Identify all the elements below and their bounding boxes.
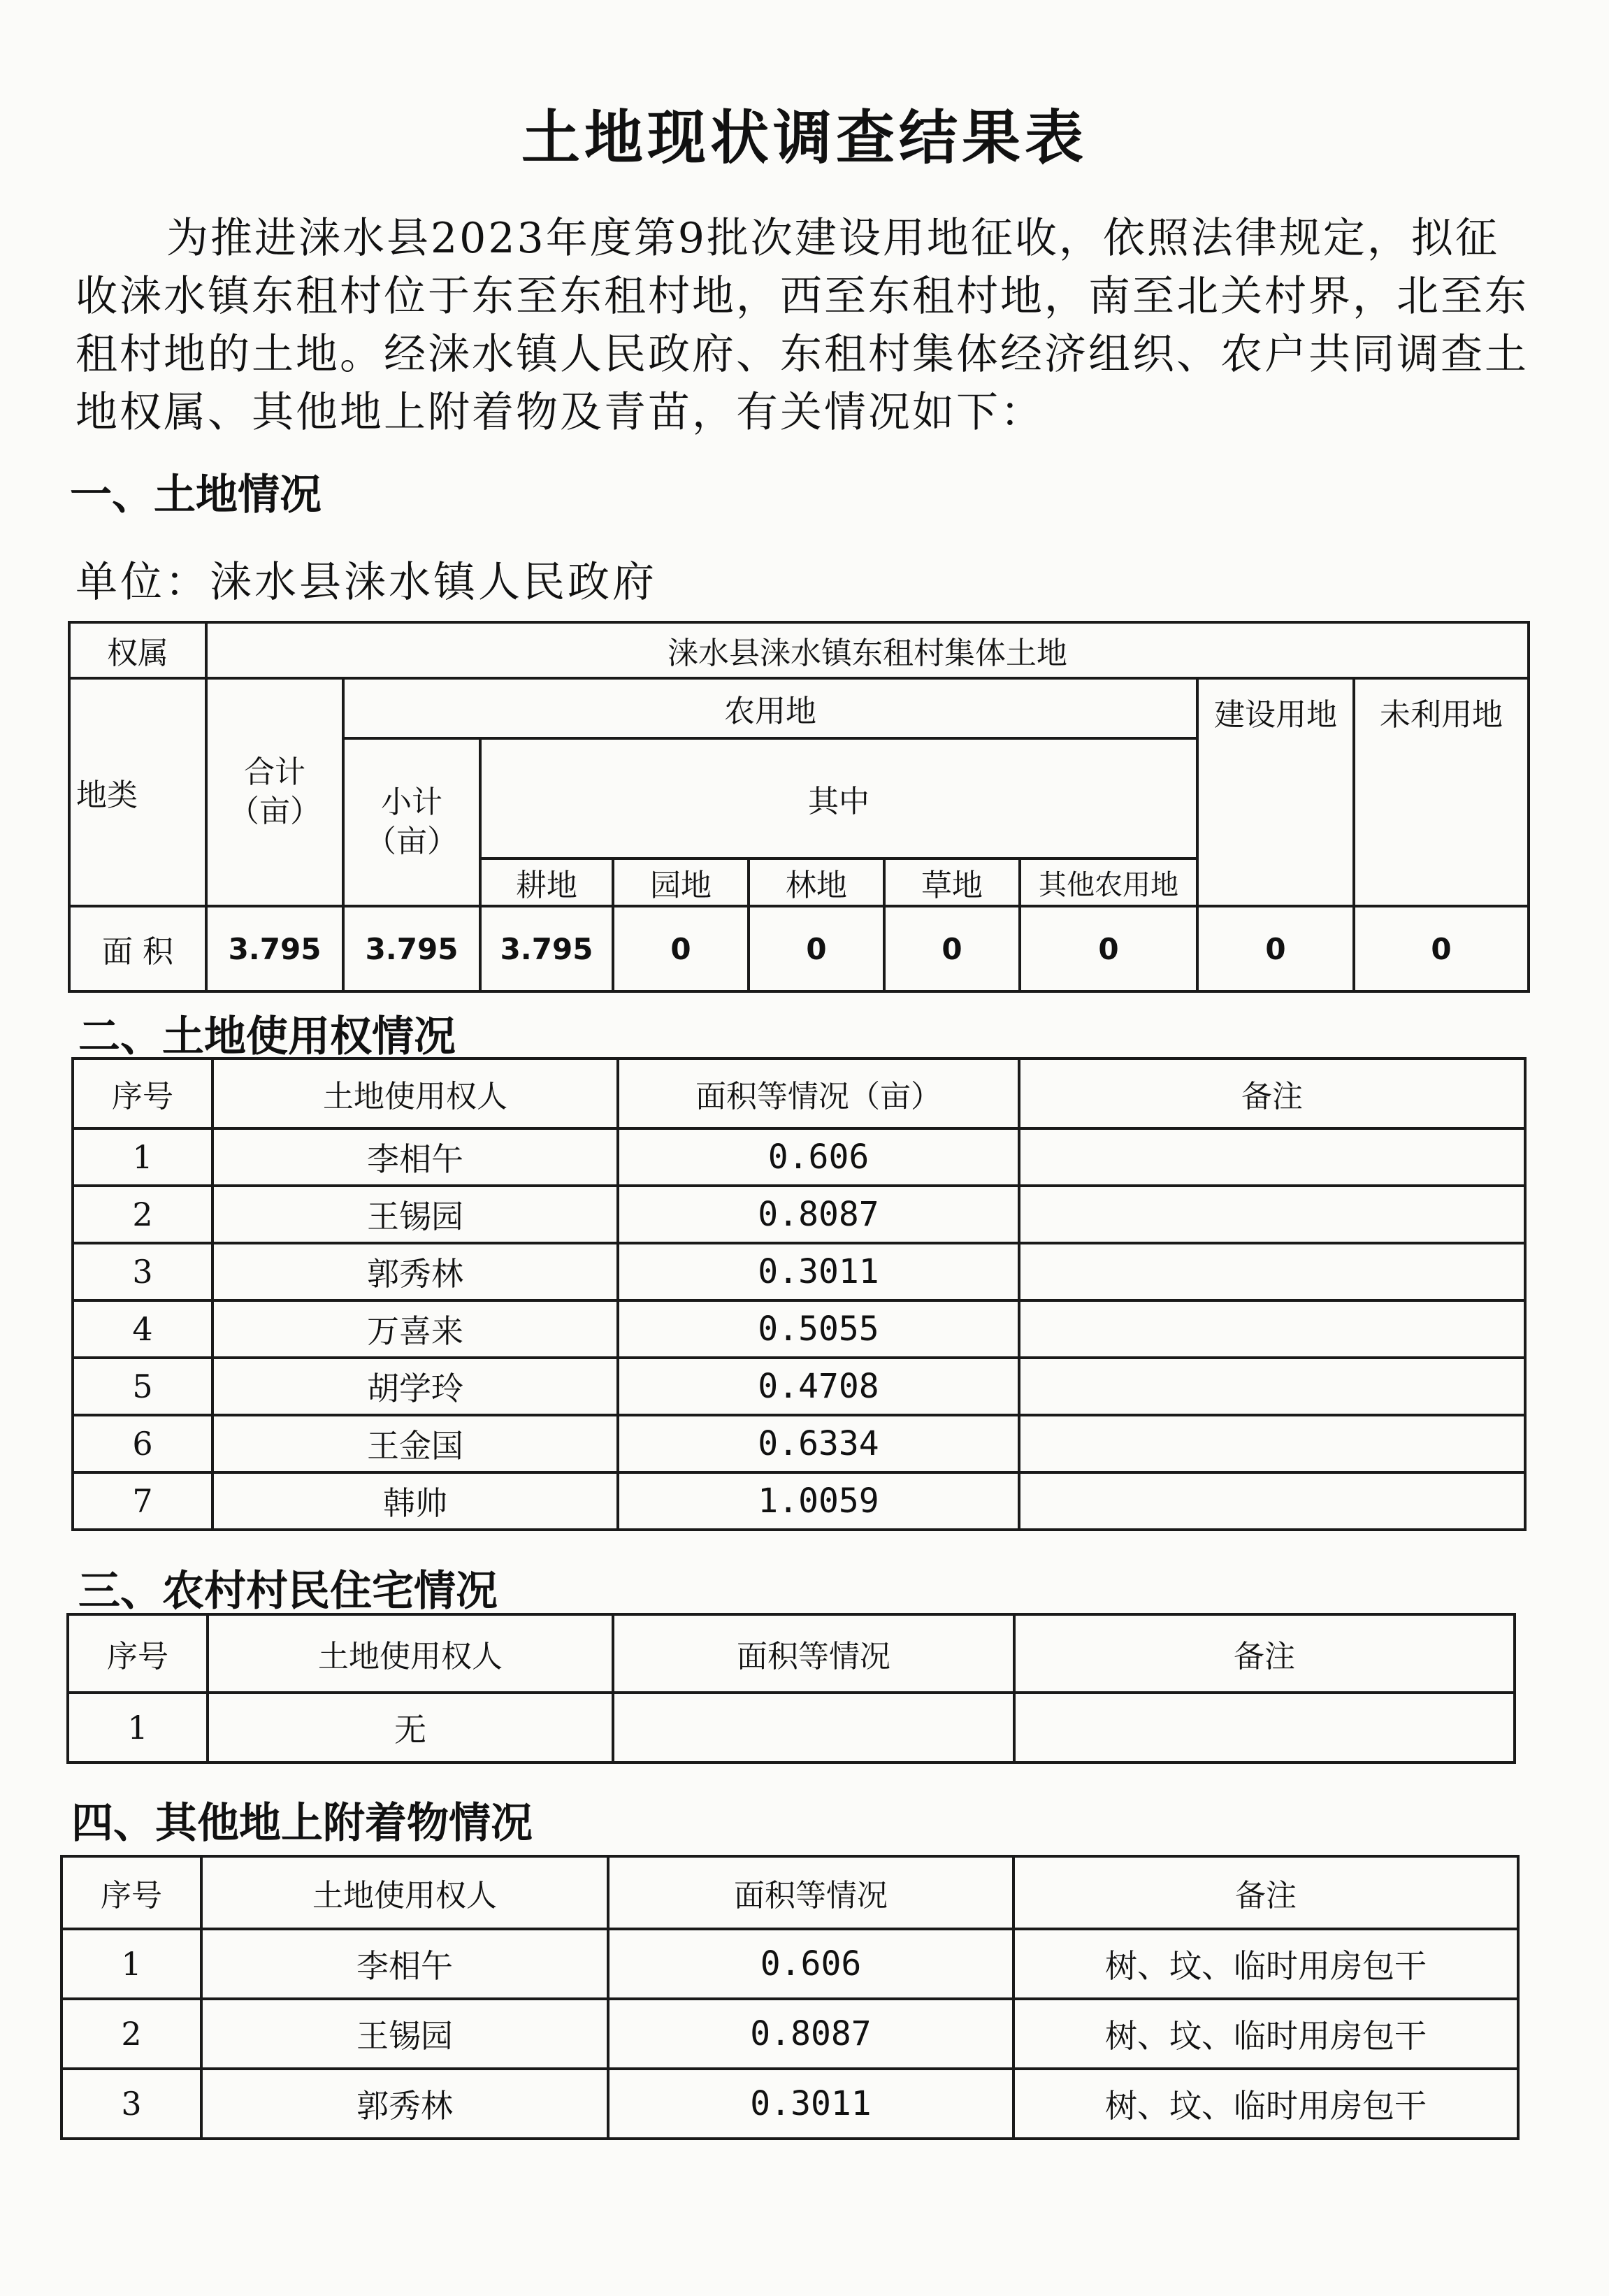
- table-row: [62, 1999, 1518, 2069]
- section3-heading: 三、农村村民住宅情况: [78, 1567, 498, 1616]
- land-use-rights-table: [71, 1057, 1527, 1531]
- right-holder: 郭秀林: [212, 1243, 618, 1300]
- area-garden: 0: [613, 906, 749, 991]
- header-cell: 面积等情况（亩）: [618, 1059, 1019, 1128]
- row-index: 1: [73, 1128, 212, 1186]
- table-row: [73, 1300, 1525, 1358]
- header-cell: 备注: [1014, 1614, 1515, 1693]
- header-cell: 序号: [62, 1856, 201, 1929]
- subtotal-label: [343, 738, 480, 906]
- area-label: 面 积: [69, 906, 206, 991]
- right-holder: 王锡园: [212, 1186, 618, 1243]
- header-cell: 序号: [68, 1614, 208, 1693]
- remark: [1019, 1243, 1525, 1300]
- row-index: 5: [73, 1358, 212, 1415]
- row-index: 3: [62, 2069, 201, 2139]
- subtotal-label-line1: 小计: [381, 784, 442, 820]
- table-row: [73, 1243, 1525, 1300]
- table-row: [73, 1128, 1525, 1186]
- area-total: 3.795: [206, 906, 343, 991]
- remark: [1014, 1693, 1515, 1763]
- header-cell: 备注: [1019, 1059, 1525, 1128]
- right-holder: 李相午: [201, 1929, 608, 1999]
- total-label-line1: 合计: [244, 754, 305, 790]
- remark: [1019, 1358, 1525, 1415]
- subcol-other-agri: 其他农用地: [1020, 859, 1197, 906]
- header-cell: 面积等情况: [608, 1856, 1013, 1929]
- row-index: 4: [73, 1300, 212, 1358]
- section4-heading: 四、其他地上附着物情况: [71, 1799, 533, 1848]
- land-status-table: [68, 621, 1530, 993]
- area-forest: 0: [749, 906, 884, 991]
- land-type-label: 地类: [69, 678, 206, 906]
- row-index: 2: [62, 1999, 201, 2069]
- header-cell: 备注: [1013, 1856, 1518, 1929]
- header-cell: 土地使用权人: [212, 1059, 618, 1128]
- header-cell: 土地使用权人: [201, 1856, 608, 1929]
- remark: [1019, 1472, 1525, 1530]
- total-label: [206, 678, 343, 906]
- row-index: 2: [73, 1186, 212, 1243]
- area-value: 0.5055: [618, 1300, 1019, 1358]
- construction-label: 建设用地: [1197, 678, 1354, 906]
- table-row: [73, 1358, 1525, 1415]
- of-which-label: 其中: [480, 738, 1197, 859]
- area-grass: 0: [884, 906, 1020, 991]
- remark: [1019, 1300, 1525, 1358]
- area-cultivated: 3.795: [480, 906, 613, 991]
- row-index: 7: [73, 1472, 212, 1530]
- row-index: 6: [73, 1415, 212, 1472]
- remark: 树、坟、临时用房包干: [1013, 1999, 1518, 2069]
- header-cell: 序号: [73, 1059, 212, 1128]
- agri-label: 农用地: [343, 678, 1197, 738]
- area-value: 0.4708: [618, 1358, 1019, 1415]
- remark: 树、坟、临时用房包干: [1013, 2069, 1518, 2139]
- subtotal-label-line2: （亩）: [366, 824, 458, 859]
- subcol-grass: 草地: [884, 859, 1020, 906]
- row-index: 1: [62, 1929, 201, 1999]
- area-value: [613, 1693, 1014, 1763]
- right-holder: 无: [208, 1693, 613, 1763]
- subcol-forest: 林地: [749, 859, 884, 906]
- remark: 树、坟、临时用房包干: [1013, 1929, 1518, 1999]
- attachments-table: [60, 1855, 1520, 2140]
- remark: [1019, 1186, 1525, 1243]
- area-subtotal: 3.795: [343, 906, 480, 991]
- table-row: [68, 1693, 1515, 1763]
- right-holder: 韩帅: [212, 1472, 618, 1530]
- area-value: 0.3011: [618, 1243, 1019, 1300]
- section1-heading: 一、土地情况: [70, 471, 322, 519]
- remark: [1019, 1415, 1525, 1472]
- right-holder: 王金国: [212, 1415, 618, 1472]
- ownership-label: 权属: [69, 622, 206, 678]
- table-row: [73, 1472, 1525, 1530]
- area-value: 0.6334: [618, 1415, 1019, 1472]
- intro-paragraph: 为推进涞水县2023年度第9批次建设用地征收，依照法律规定，拟征收涞水镇东租村位于东至东租村地，西至东租村地，南至北关村界，北至东租村地的土地。经涞水镇人民政府、东租村集体经济组织、农户共同调查土地权属、其他地上附着物及青苗，有关情况如下：: [75, 214, 1529, 437]
- section2-heading: 二、土地使用权情况: [78, 1012, 456, 1061]
- ownership-value: 涞水县涞水镇东租村集体土地: [206, 622, 1529, 678]
- unit-line: 单位：涞水县涞水镇人民政府: [75, 558, 657, 607]
- header-cell: 土地使用权人: [208, 1614, 613, 1693]
- subcol-garden: 园地: [613, 859, 749, 906]
- subcol-cultivated: 耕地: [480, 859, 613, 906]
- area-value: 0.8087: [618, 1186, 1019, 1243]
- rural-residence-table: [66, 1613, 1516, 1764]
- right-holder: 王锡园: [201, 1999, 608, 2069]
- area-other-agri: 0: [1020, 906, 1197, 991]
- remark: [1019, 1128, 1525, 1186]
- area-value: 0.606: [608, 1929, 1013, 1999]
- row-index: 1: [68, 1693, 208, 1763]
- right-holder: 郭秀林: [201, 2069, 608, 2139]
- unused-label: 未利用地: [1354, 678, 1529, 906]
- page-title: 土地现状调查结果表: [521, 103, 1088, 172]
- table-row: [62, 2069, 1518, 2139]
- right-holder: 李相午: [212, 1128, 618, 1186]
- area-construction: 0: [1197, 906, 1354, 991]
- area-value: 1.0059: [618, 1472, 1019, 1530]
- header-cell: 面积等情况: [613, 1614, 1014, 1693]
- right-holder: 万喜来: [212, 1300, 618, 1358]
- area-unused: 0: [1354, 906, 1529, 991]
- area-value: 0.606: [618, 1128, 1019, 1186]
- table-row: [62, 1929, 1518, 1999]
- area-value: 0.3011: [608, 2069, 1013, 2139]
- table-row: [73, 1415, 1525, 1472]
- area-value: 0.8087: [608, 1999, 1013, 2069]
- table-row: [73, 1186, 1525, 1243]
- row-index: 3: [73, 1243, 212, 1300]
- right-holder: 胡学玲: [212, 1358, 618, 1415]
- total-label-line2: （亩）: [229, 794, 321, 829]
